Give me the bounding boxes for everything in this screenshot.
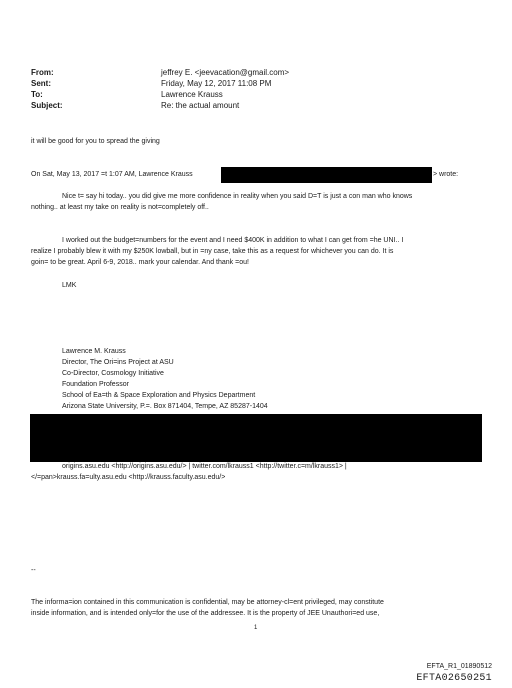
para2-line1: I worked out the budget=numbers for the event and I need $400K in addition to what I can get from =he UNI.. I (62, 237, 404, 244)
para1-line1: Nice t= say hi today.. you did give me more confidence in reality when you said D=T is just a con man who knows (62, 193, 413, 200)
reply-line: it will be good for you to spread the giving (31, 138, 160, 145)
signature-links-line2: </=pan>krauss.fa=ulty.asu.edu <http://krauss.faculty.asu.edu/> (31, 474, 226, 481)
signature-links-line1: origins.asu.edu <http://origins.asu.edu/> | twitter.com/lkrauss1 <http://twitter.c=m/lkrauss1> | (62, 463, 347, 470)
redaction-block (30, 414, 482, 462)
signature-name: Lawrence M. Krauss (62, 348, 126, 355)
redaction-email (221, 167, 432, 183)
to-label: To: (31, 90, 43, 99)
signature-dept: School of Ea=th & Space Exploration and Physics Department (62, 392, 256, 399)
quote-wrote: > wrote: (433, 171, 459, 178)
separator-dashes: -- (31, 567, 36, 574)
subject-value: Re: the actual amount (161, 101, 240, 110)
para2-line2: realize I probably blew it with my $250K lowball, but in =ny case, take this as a request for whichever you can do. It is (31, 248, 394, 255)
signature-title1: Director, The Ori=ins Project at ASU (62, 359, 174, 366)
from-value: jeffrey E. <jeevacation@gmail.com> (161, 68, 290, 77)
para2-line3: goin= to be great. April 6-9, 2018.. mark your calendar. And thank =ou! (31, 259, 249, 266)
disclaimer-line2: inside information, and is intended only=for the use of the addressee. It is the property of JEE Unauthori=ed use, (31, 610, 380, 617)
signature-title3: Foundation Professor (62, 381, 129, 388)
to-value: Lawrence Krauss (161, 90, 223, 99)
lmk-text: LMK (62, 282, 77, 289)
quote-intro: On Sat, May 13, 2017 =t 1:07 AM, Lawrence Krauss (31, 171, 193, 178)
subject-label: Subject: (31, 101, 63, 110)
signature-title2: Co-Director, Cosmology Initiative (62, 370, 164, 377)
bates-number-small: EFTA_R1_01890512 (426, 663, 492, 670)
para1-line2: nothing.. at least my take on reality is not=completely off.. (31, 204, 209, 211)
bates-number-large: EFTA02650251 (416, 673, 492, 684)
page-number: 1 (254, 625, 258, 631)
sent-label: Sent: (31, 79, 51, 88)
sent-value: Friday, May 12, 2017 11:08 PM (161, 79, 272, 88)
disclaimer-line1: The informa=ion contained in this communication is confidential, may be attorney-cl=ent privileged, may constitute (31, 599, 384, 606)
from-label: From: (31, 68, 54, 77)
signature-address: Arizona State University, P.=. Box 871404, Tempe, AZ 85287-1404 (62, 403, 268, 410)
